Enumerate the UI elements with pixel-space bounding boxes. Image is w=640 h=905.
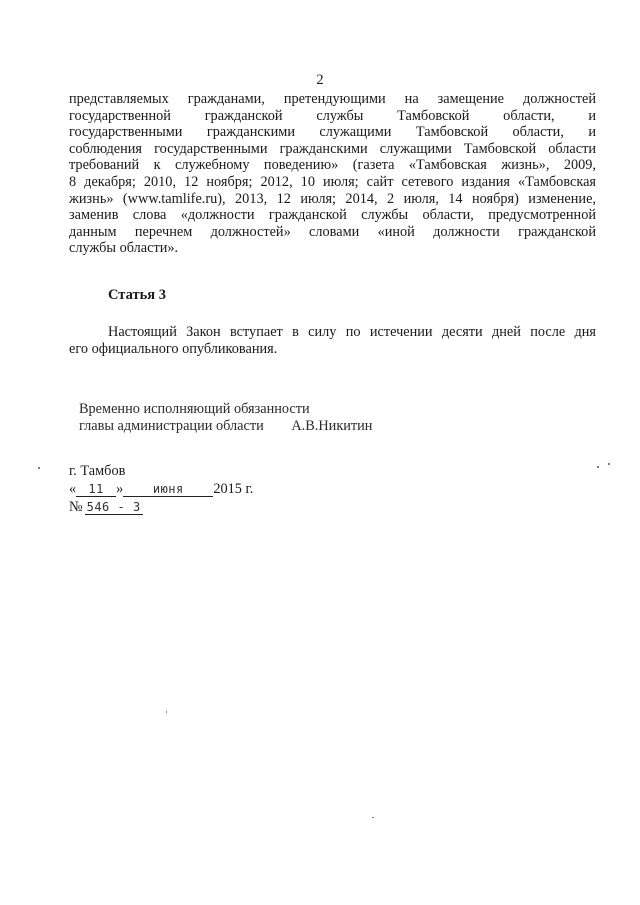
scan-speck: [372, 817, 374, 818]
paragraph-line: государственными гражданскими служащими Тамбовской области, и: [69, 124, 596, 141]
date-month: июня: [123, 482, 213, 497]
paragraph-line: его официального опубликования.: [69, 340, 278, 357]
document-number: 546 - З: [86, 500, 141, 514]
paragraph-line: 8 декабря; 2010, 12 ноября; 2012, 10 июля; сайт сетевого издания «Тамбовская: [69, 173, 596, 190]
paragraph-line: жизнь» (www.tamlife.ru), 2013, 12 июля; 2014, 2 июля, 14 ноября) изменение,: [69, 190, 596, 207]
article-3-text: [69, 324, 596, 357]
article-3-heading: Статья 3: [108, 287, 166, 303]
paragraph-amendment: [69, 91, 596, 257]
date-day: 11: [76, 482, 116, 497]
number-prefix: №: [69, 499, 83, 515]
signature-title-line-2: главы администрации области: [79, 418, 264, 434]
scan-speck: [608, 463, 610, 465]
paragraph-line: представляемых гражданами, претендующими на замещение должностей: [69, 91, 596, 107]
paragraph-line: Настоящий Закон вступает в силу по истечении десяти дней после дня: [108, 324, 596, 340]
number-line: [69, 498, 253, 516]
paragraph-line: требований к служебному поведению» (газета «Тамбовская жизнь», 2009,: [69, 157, 596, 174]
paragraph-line: государственной гражданской службы Тамбовской области, и: [69, 107, 596, 124]
scan-speck: [597, 466, 599, 468]
page-number: 2: [316, 72, 324, 88]
scan-speck: [166, 711, 167, 713]
date-year: 2015 г.: [213, 481, 254, 497]
paragraph-line: соблюдения государственными гражданскими служащими Тамбовской области: [69, 140, 596, 157]
date-line: [69, 480, 253, 498]
place: г. Тамбов: [69, 463, 126, 479]
signatory-name: А.В.Никитин: [291, 418, 373, 434]
paragraph-line: заменив слова «должности гражданской службы области, предусмотренной: [69, 207, 596, 224]
paragraph-line: данным перечнем должностей» словами «иной должности гражданской: [69, 223, 596, 240]
date-close-quote: »: [116, 481, 124, 497]
paragraph-line: службы области».: [69, 240, 179, 257]
signature-block: [79, 401, 372, 435]
scan-speck: [38, 467, 40, 469]
signature-title-line-1: Временно исполняющий обязанности: [79, 401, 310, 417]
place-date-block: [69, 462, 253, 516]
date-open-quote: «: [69, 481, 77, 497]
